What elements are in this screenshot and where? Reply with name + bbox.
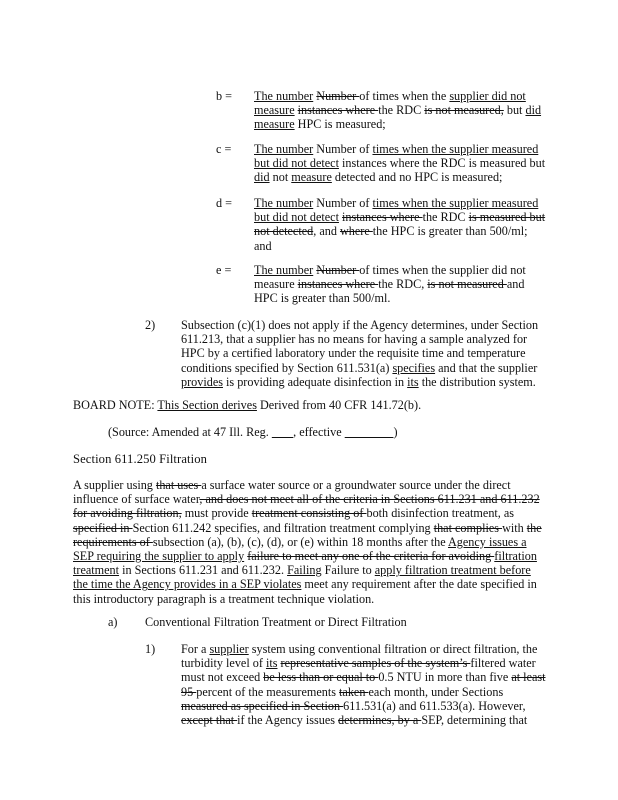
text-run: 611.531(a) and 611.533(a). However, <box>343 698 526 713</box>
text-run: Failure to <box>321 563 375 578</box>
inserted-text: The number <box>254 142 314 156</box>
inserted-text: The number <box>254 196 314 210</box>
text-run: detected and no HPC is measured; <box>331 170 503 185</box>
text-run: (Source: Amended at 47 Ill. Reg. <box>108 425 272 439</box>
inserted-text: Agency issues a SEP requiring the supplier to apply <box>73 534 527 564</box>
inserted-text: This Section derives <box>157 398 257 412</box>
text-run: and HPC is greater than 500/ml. <box>254 277 525 306</box>
text-run: both disinfection treatment, as <box>366 506 515 521</box>
item-2-text <box>181 318 547 389</box>
definition-b-text <box>254 89 546 132</box>
text-run: the RDC <box>378 103 425 118</box>
deleted-text: Number <box>316 89 360 103</box>
text-run: must provide <box>181 506 252 521</box>
text-run: 0.5 NTU in more than five <box>378 670 512 685</box>
deleted-text: instances where <box>342 210 423 225</box>
text-run: and that the supplier <box>435 360 538 375</box>
text-run: , and <box>313 224 340 239</box>
inserted-text: Failing <box>287 563 322 578</box>
deleted-text: that uses <box>155 478 202 492</box>
text-run: system using conventional filtration or direct filtration, the turbidity level of <box>181 642 538 671</box>
inserted-text: its <box>407 374 419 389</box>
inserted-text: provides <box>181 374 223 389</box>
text-run: instances where the RDC is measured but <box>338 156 546 171</box>
text-run: the RDC <box>422 210 469 225</box>
deleted-text: measured as specified in Section <box>181 698 344 713</box>
deleted-text: is measured but not detected <box>254 210 546 239</box>
definition-d-label: d = <box>216 196 233 210</box>
text-run: For a <box>181 642 210 656</box>
text-run: each month, under Sections <box>368 684 504 699</box>
deleted-text: specified in <box>73 520 133 535</box>
inserted-text: measure <box>291 170 332 185</box>
definition-d-text <box>254 196 546 253</box>
text-run: BOARD NOTE: <box>73 398 158 412</box>
inserted-text: filtration treatment <box>73 549 537 578</box>
item-a1-text <box>181 642 547 727</box>
text-run: HPC is measured; <box>294 117 386 132</box>
deleted-text: Number <box>316 263 360 277</box>
deleted-text: taken <box>339 684 369 699</box>
section-intro-paragraph <box>73 478 547 606</box>
inserted-text: supplier did not measure <box>254 89 526 118</box>
item-2-label: 2) <box>145 318 156 332</box>
deleted-text: treatment consisting of <box>251 506 367 521</box>
text-run: with <box>502 520 527 535</box>
deleted-text: instances where <box>297 103 379 118</box>
inserted-text: supplier <box>209 642 249 656</box>
board-note <box>73 398 553 412</box>
deleted-text: representative samples of the system’s <box>280 656 471 671</box>
text-run: the distribution system. <box>418 374 536 389</box>
text-run: Number of <box>313 196 373 210</box>
deleted-text: except that <box>181 713 238 728</box>
text-run: Subsection (c)(1) does not apply if the Agency determines, under Section 611.213, that a supplier has no means for having a sample analyzed for HPC by a certified laboratory under the requisite time and temperature conditions specified by Section 611.531(a) <box>181 318 539 375</box>
text-run: subsection (a), (b), (c), (d), or (e) within 18 months after the <box>152 534 448 549</box>
source-note <box>108 425 548 439</box>
definition-e-text <box>254 263 546 306</box>
deleted-text: be less than or equal to <box>263 670 379 685</box>
deleted-text: failure to meet any one of the criteria for avoiding <box>247 549 495 564</box>
item-a1-label: 1) <box>145 642 156 656</box>
text-run: but <box>503 103 526 118</box>
deleted-text: is not measured, <box>424 103 504 118</box>
definition-c-label: c = <box>216 142 232 156</box>
text-run: percent of the measurements <box>196 684 340 699</box>
deleted-text: the requirements of <box>73 520 542 549</box>
definition-c-text <box>254 142 546 185</box>
inserted-text: times when the supplier measured but did not detect <box>254 142 539 171</box>
text-run: not <box>269 170 292 185</box>
inserted-text <box>272 425 293 439</box>
text-run: filtered water must not exceed <box>181 656 536 685</box>
text-run: ) <box>393 425 398 439</box>
inserted-text: did measure <box>254 103 542 132</box>
text-run: a surface water source or a groundwater source under the direct influence of surface water <box>73 478 511 507</box>
subsection-a-title: Conventional Filtration Treatment or Direct Filtration <box>145 615 407 629</box>
inserted-text: The number <box>254 89 314 103</box>
deleted-text: at least 95 <box>181 670 546 699</box>
text-run: of times when the supplier did not measure <box>254 263 526 292</box>
text-run: Number of <box>313 142 373 156</box>
deleted-text: where <box>339 224 373 239</box>
text-run: of times when the <box>359 89 450 103</box>
text-run: in Sections 611.231 and 611.232. <box>119 563 288 578</box>
text-run: , effective <box>293 425 345 439</box>
deleted-text: instances where <box>297 277 379 292</box>
inserted-text: did <box>254 170 270 185</box>
section-heading: Section 611.250 Filtration <box>73 452 208 466</box>
text-run: Derived from 40 CFR 141.72(b). <box>256 398 422 412</box>
inserted-text: its <box>265 656 278 671</box>
deleted-text: that complies <box>433 520 503 535</box>
subsection-a-label: a) <box>108 615 118 629</box>
text-run: if the Agency issues <box>237 713 339 728</box>
definition-e-label: e = <box>216 263 232 277</box>
text-run: the HPC is greater than 500/ml; and <box>254 224 528 253</box>
deleted-text: determines, by a <box>338 713 422 728</box>
text-run: Section 611.242 specifies, and filtration treatment complying <box>132 520 434 535</box>
deleted-text: , and does not meet all of the criteria in Sections 611.231 and 611.232 for avoiding filtration, <box>73 492 540 521</box>
definition-b-label: b = <box>216 89 233 103</box>
inserted-text: apply filtration treatment before the time the Agency provides in a SEP violates <box>73 563 531 592</box>
text-run: SEP, determining that <box>421 713 528 728</box>
inserted-text <box>345 425 394 439</box>
text-run: is providing adequate disinfection in <box>222 374 408 389</box>
text-run: A supplier using <box>73 478 156 492</box>
inserted-text: times when the supplier measured but did not detect <box>254 196 539 225</box>
text-run: the RDC, <box>378 277 428 292</box>
inserted-text: specifies <box>392 360 436 375</box>
deleted-text: is not measured <box>427 277 507 292</box>
inserted-text: The number <box>254 263 314 277</box>
text-run: meet any requirement after the date specified in this introductory paragraph is a treatment technique violation. <box>73 577 537 606</box>
